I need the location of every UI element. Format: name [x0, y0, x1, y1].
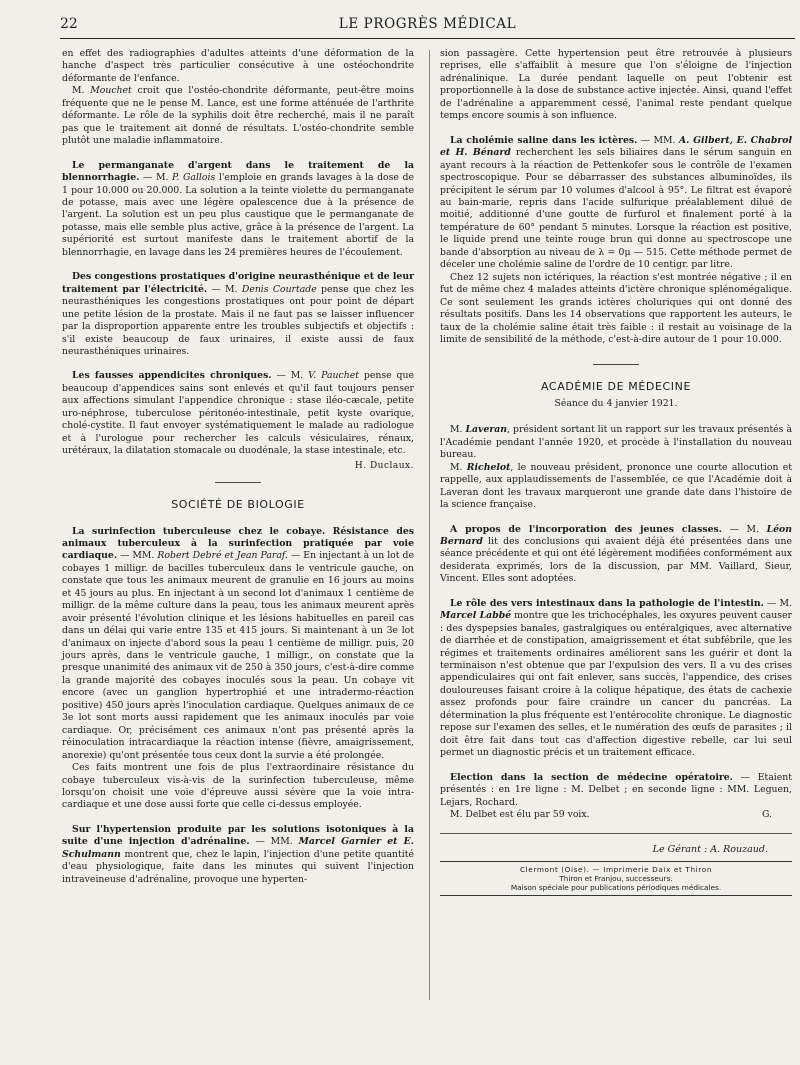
right-column: [440, 48, 792, 896]
printer-imprint: Clermont (Oise). — Imprimerie Daix et Thiron Thiron et Franjou, successeurs. Maison spéciale pour publications périodiques médicales.: [440, 861, 792, 896]
section-title-societe: SOCIÉTÉ DE BIOLOGIE: [171, 498, 305, 512]
article-vers: Le rôle des vers intestinaux dans la pathologie de l'intestin. — M. Marcel Labbé montre que les trichocéphales, les oxyures peuvent causer : des dyspepsies banales, gastralgiques ou entéralgiques, avec alternative de diarrhée et de constipation, amaigrissement et état subfébrile, que les régimes et traitements ordinaires améliorent sans les guérir et dont la terminaison n'est obtenue que par l'expulsion des vers. Il a vu des crises appendiculaires qui ont fait enlever, sans succès, l'appendice, des crises douloureuses faisant croire à la colique hépatique, des états de cachexie assez profonds pour faire craindre un cancer du pancréas. La détermination la plus fréquente est l'entérocolite chronique. Le diagnostic repose sur l'examen des selles, et le numération des œufs de parasites ; il doit être fait dans tout cas d'affection digestive rebelle, car lui seul permet un diagnostic précis et un traitement efficace.: [440, 597, 792, 759]
article-surinfection: La surinfection tuberculeuse chez le cobaye. Résistance des animaux tuberculeux à la surinfection pratiquée par voie cardiaque. — MM. Robert Debré et Jean Paraf. — En injectant à un lot de cobayes 1 milligr. de bacilles tuberculeux dans le ventricule gauche, on constate que tous les animaux meurent de granulie en 16 jours au moins et 45 jours au plus. En injectant à un second lot d'animaux 1 centième de milligr. de la même culture dans la peau, tous les animaux meurent après avoir présenté l'évolution clinique et les lésions habituelles en pareil cas dans un délai qui varie entre 135 et 415 jours. Si maintenant à un 3e lot d'animaux on injecte d'abord sous la peau 1 centième de milligr. puis, 20 jours après, dans le ventricule gauche, 1 milligr., on constate que la presque unanimité des animaux vit de 250 à 350 jours, c'est-à-dire comme la grande majorité des cobayes inoculés sous la peau. Un cobaye vit encore (avec un ganglion hypertrophié et une intradermo-réaction positive) 450 jours après l'inoculation cardiaque. Quelques animaux de ce 3e lot sont morts aussi rapidement que les animaux inoculés par voie cardiaque. Or, précisément ces animaux n'ont pas présenté après la réinoculation intracardiaque la réaction intense (fièvre, amaigrissement, anorexie) qu'ont présentée tous ceux dont la survie a été prolongée.: [62, 525, 414, 761]
separator: [593, 364, 639, 365]
column-divider: [429, 50, 430, 1000]
initial: G.: [761, 809, 772, 821]
separator: [215, 482, 261, 483]
paragraph: Chez 12 sujets non ictériques, la réaction s'est montrée négative ; il en fut de même chez 4 malades atteints d'ictère chronique splénomégalique. Ce sont seulement les grands ictères choluriques qui ont donné des résultats positifs. Dans les 14 observations que rapportent les auteurs, le taux de la cholémie saline était très faible : il restait au voisinage de la limite de sensibilité de la méthode, c'est-à-dire autour de 1 pour 10.000.: [440, 271, 792, 345]
session-date: Séance du 4 janvier 1921.: [554, 397, 678, 409]
paragraph: M. Delbet est élu par 59 voix. G.: [440, 809, 792, 821]
paragraph: sion passagère. Cette hypertension peut être retrouvée à plusieurs reprises, elle s'affaiblit à mesure que l'on s'éloigne de l'injection adrénalinique. La durée pendant laquelle on peut l'obtenir est proportionnelle à la dose de substance active injectée. Ainsi, quand l'effet de l'adrénaline a apparemment cessé, l'animal reste pendant quelque temps encore soumis à son influence.: [440, 48, 792, 122]
paragraph: en effet des radiographies d'adultes atteints d'une déformation de la hanche d'aspect très particulier consécutive à une ostéochondrite déformante de l'enfance.: [62, 48, 414, 84]
paragraph: M. Richelot, le nouveau président, prononce une courte allocution et rappelle, aux applaudissements de l'assemblée, ce que l'Académie doit à Laveran dont les travaux marqueront une grande date dans l'histoire de la science française.: [440, 461, 792, 511]
article-incorporation: A propos de l'incorporation des jeunes classes. — M. Léon Bernard lit des conclusions qui avaient déjà été présentées dans une séance précédente et qui ont été légèrement modifiées conformément aux desiderata exprimés, lors de la discussion, par MM. Vaillard, Sieur, Vincent. Elles sont adoptées.: [440, 523, 792, 585]
article-hypertension: Sur l'hypertension produite par les solutions isotoniques à la suite d'une injection d'adrénaline. — MM. Marcel Garnier et E. Schulmann montrent que, chez le lapin, l'injection d'une petite quantité d'eau physiologique, faite dans les minutes qui suivent l'injection intraveineuse d'adrénaline, provoque une hyperten-: [62, 823, 414, 885]
paragraph: M. Mouchet croit que l'ostéo-chondrite déformante, peut-être moins fréquente que ne le pense M. Lance, est une forme atténuée de l'arthrite déformante. Le rôle de la syphilis doit être recherché, mais il ne paraît pas que le traitement ait donné de résultats. L'ostéo-chondrite semble plutôt une maladie inflammatoire.: [62, 85, 414, 147]
article-permanganate: Le permanganate d'argent dans le traitement de la blennorrhagie. — M. P. Gallois l'emploie en grands lavages à la dose de 1 pour 10.000 ou 20.000. La solution a la teinte violette du permanganate de potasse, mais avec une légère opalescence due à la présence de l'argent. La solution est un peu plus caustique que le permanganate de potasse, mais elle semble plus active, grâce à la présence de l'argent. La supériorité est surtout manifeste dans le traitement abortif de la blennorrhagie, en lavage dans les 24 premières heures de l'écoulement.: [62, 159, 414, 258]
left-column: [62, 48, 414, 886]
article-appendicites: Les fausses appendicites chroniques. — M. V. Pauchet pense que beaucoup d'appendices sains sont enlevés et qu'il faut toujours penser aux affections simulant l'appendice chronique : stase iléo-cæcale, petite uro-néphrose, tuberculose péritonéo-intestinale, petit kyste ovarique, cholé-cystite. Il faut envoyer systématiquement le malade au radiologue et à l'urologue pour rechercher les calculs vésiculaires, rénaux, urétéraux, la dilatation stomacale ou duodénale, la stase intestinale, etc.: [62, 370, 414, 457]
article-election: Election dans la section de médecine opératoire. — Etaient présentés : en 1re ligne : M. Delbet ; en seconde ligne : MM. Leguen, Lejars, Rochard.: [440, 771, 792, 808]
article-cholemie: La cholémie saline dans les ictères. — MM. A. Gilbert, E. Chabrol et H. Bénard recherchent les sels biliaires dans le sérum sanguin en ayant recours à la réaction de Pettenkofer sous le contrôle de l'examen spectroscopique. Pour se débarrasser des substances albuminoïdes, ils précipitent le sérum par 10 volumes d'alcool à 95°. Le filtrat est évaporé au bain-marie, repris dans l'acide sulfurique préalablement dilué de moitié, additionné d'une goutte de furfurol et finalement porté à la température de 60° pendant 5 minutes. Lorsque la réaction est positive, le liquide prend une teinte rouge brun qui donne au spectroscope une bande d'absorption au niveau de λ = 0μ — 515. Cette méthode permet de déceler une cholémie saline de l'ordre de 10 centigr. par litre.: [440, 134, 792, 271]
journal-title: LE PROGRÈS MÉDICAL: [338, 16, 517, 32]
page-number: 22: [60, 16, 78, 32]
paragraph: Ces faits montrent une fois de plus l'extraordinaire résistance du cobaye tuberculeux vis-à-vis de la surinfection tuberculeuse, même lorsqu'on choisit une voie d'épreuve aussi sévère que la voie intra-cardiaque et une dose aussi forte que celle ci-dessus employée.: [62, 762, 414, 811]
page-header: [60, 16, 795, 39]
gerant: Le Gérant : A. Rouzaud.: [652, 844, 768, 856]
signature: H. Duclaux.: [354, 460, 414, 471]
article-congestions: Des congestions prostatiques d'origine neurasthénique et de leur traitement par l'électricité. — M. Denis Courtade pense que chez les neurasthéniques les congestions prostatiques ont pour point de départ une petite lésion de la prostate. Mais il ne faut pas se laisser influencer par la disproportion apparente entre les troubles subjectifs et objectifs : s'il existe beaucoup de faux urinaires, il existe aussi de faux neurasthéniques urinaires.: [62, 271, 414, 357]
section-title-academie: ACADÉMIE DE MÉDECINE: [540, 380, 692, 394]
separator: [440, 833, 792, 834]
paragraph: M. Laveran, président sortant lit un rapport sur les travaux présentés à l'Académie pendant l'année 1920, et procède à l'installation du nouveau bureau.: [440, 424, 793, 461]
